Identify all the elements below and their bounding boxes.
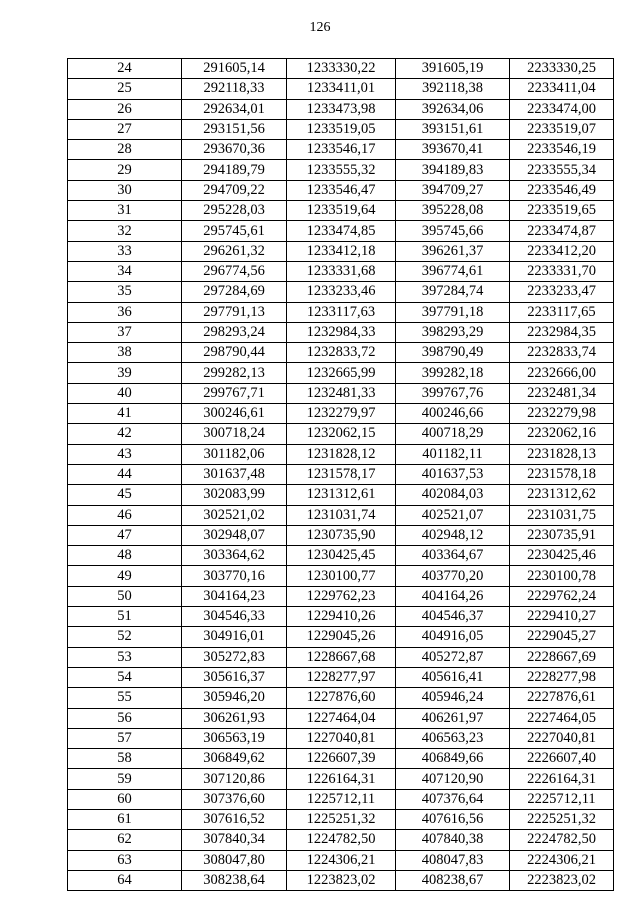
x1-cell: 308238,64 xyxy=(182,870,287,890)
table-row xyxy=(68,505,614,525)
x1-cell: 303770,16 xyxy=(182,566,287,586)
point-number-cell: 34 xyxy=(68,261,182,281)
x1-cell: 303364,62 xyxy=(182,546,287,566)
y1-cell: 1233411,01 xyxy=(287,79,396,99)
x1-cell: 293151,56 xyxy=(182,119,287,139)
x2-cell: 402084,03 xyxy=(396,485,510,505)
y1-cell: 1233473,98 xyxy=(287,99,396,119)
y2-cell: 2232666,00 xyxy=(510,363,614,383)
y2-cell: 2224782,50 xyxy=(510,830,614,850)
y1-cell: 1228667,68 xyxy=(287,647,396,667)
point-number-cell: 48 xyxy=(68,546,182,566)
y2-cell: 2233519,65 xyxy=(510,201,614,221)
point-number-cell: 24 xyxy=(68,59,182,79)
table-row xyxy=(68,363,614,383)
x2-cell: 406261,97 xyxy=(396,708,510,728)
x2-cell: 395228,08 xyxy=(396,201,510,221)
x1-cell: 291605,14 xyxy=(182,59,287,79)
y1-cell: 1233117,63 xyxy=(287,302,396,322)
x1-cell: 306849,62 xyxy=(182,749,287,769)
table-row xyxy=(68,870,614,890)
x2-cell: 408238,67 xyxy=(396,870,510,890)
point-number-cell: 57 xyxy=(68,728,182,748)
table-row xyxy=(68,201,614,221)
y1-cell: 1231828,12 xyxy=(287,444,396,464)
y1-cell: 1224782,50 xyxy=(287,830,396,850)
point-number-cell: 61 xyxy=(68,809,182,829)
y2-cell: 2227876,61 xyxy=(510,688,614,708)
y2-cell: 2229410,27 xyxy=(510,607,614,627)
y2-cell: 2229762,24 xyxy=(510,586,614,606)
point-number-cell: 25 xyxy=(68,79,182,99)
coordinates-table-body xyxy=(68,59,614,891)
y1-cell: 1229045,26 xyxy=(287,627,396,647)
x1-cell: 295228,03 xyxy=(182,201,287,221)
y2-cell: 2233233,47 xyxy=(510,282,614,302)
point-number-cell: 50 xyxy=(68,586,182,606)
y2-cell: 2227040,81 xyxy=(510,728,614,748)
point-number-cell: 51 xyxy=(68,607,182,627)
x2-cell: 392634,06 xyxy=(396,99,510,119)
y2-cell: 2230100,78 xyxy=(510,566,614,586)
x2-cell: 394709,27 xyxy=(396,180,510,200)
x2-cell: 399282,18 xyxy=(396,363,510,383)
y1-cell: 1233546,47 xyxy=(287,180,396,200)
point-number-cell: 54 xyxy=(68,667,182,687)
y1-cell: 1233555,32 xyxy=(287,160,396,180)
y1-cell: 1227464,04 xyxy=(287,708,396,728)
y2-cell: 2228277,98 xyxy=(510,667,614,687)
table-row xyxy=(68,789,614,809)
x1-cell: 306261,93 xyxy=(182,708,287,728)
y1-cell: 1231578,17 xyxy=(287,464,396,484)
y1-cell: 1232984,33 xyxy=(287,322,396,342)
y1-cell: 1223823,02 xyxy=(287,870,396,890)
table-row xyxy=(68,769,614,789)
y2-cell: 2233412,20 xyxy=(510,241,614,261)
table-row xyxy=(68,525,614,545)
y1-cell: 1227876,60 xyxy=(287,688,396,708)
y1-cell: 1226164,31 xyxy=(287,769,396,789)
table-row xyxy=(68,830,614,850)
x1-cell: 299767,71 xyxy=(182,383,287,403)
table-row xyxy=(68,119,614,139)
point-number-cell: 55 xyxy=(68,688,182,708)
y2-cell: 2233519,07 xyxy=(510,119,614,139)
y2-cell: 2225251,32 xyxy=(510,809,614,829)
x1-cell: 298293,24 xyxy=(182,322,287,342)
table-row xyxy=(68,261,614,281)
table-row xyxy=(68,728,614,748)
y1-cell: 1233519,64 xyxy=(287,201,396,221)
point-number-cell: 52 xyxy=(68,627,182,647)
table-row xyxy=(68,546,614,566)
x2-cell: 396774,61 xyxy=(396,261,510,281)
x2-cell: 402948,12 xyxy=(396,525,510,545)
x2-cell: 392118,38 xyxy=(396,79,510,99)
table-row xyxy=(68,343,614,363)
point-number-cell: 63 xyxy=(68,850,182,870)
x1-cell: 305616,37 xyxy=(182,667,287,687)
point-number-cell: 30 xyxy=(68,180,182,200)
x1-cell: 304916,01 xyxy=(182,627,287,647)
point-number-cell: 32 xyxy=(68,221,182,241)
x1-cell: 295745,61 xyxy=(182,221,287,241)
y2-cell: 2232833,74 xyxy=(510,343,614,363)
x1-cell: 296261,32 xyxy=(182,241,287,261)
x2-cell: 407376,64 xyxy=(396,789,510,809)
x2-cell: 406563,23 xyxy=(396,728,510,748)
x1-cell: 307840,34 xyxy=(182,830,287,850)
y1-cell: 1228277,97 xyxy=(287,667,396,687)
point-number-cell: 36 xyxy=(68,302,182,322)
x1-cell: 302948,07 xyxy=(182,525,287,545)
y1-cell: 1233474,85 xyxy=(287,221,396,241)
y2-cell: 2233555,34 xyxy=(510,160,614,180)
x1-cell: 300718,24 xyxy=(182,424,287,444)
y2-cell: 2229045,27 xyxy=(510,627,614,647)
y2-cell: 2232279,98 xyxy=(510,404,614,424)
x1-cell: 305272,83 xyxy=(182,647,287,667)
x1-cell: 301182,06 xyxy=(182,444,287,464)
x2-cell: 398293,29 xyxy=(396,322,510,342)
point-number-cell: 38 xyxy=(68,343,182,363)
table-row xyxy=(68,282,614,302)
table-row xyxy=(68,180,614,200)
y2-cell: 2226607,40 xyxy=(510,749,614,769)
point-number-cell: 53 xyxy=(68,647,182,667)
point-number-cell: 58 xyxy=(68,749,182,769)
x1-cell: 307376,60 xyxy=(182,789,287,809)
y1-cell: 1227040,81 xyxy=(287,728,396,748)
x1-cell: 298790,44 xyxy=(182,343,287,363)
point-number-cell: 42 xyxy=(68,424,182,444)
y2-cell: 2233546,49 xyxy=(510,180,614,200)
y1-cell: 1233331,68 xyxy=(287,261,396,281)
x2-cell: 394189,83 xyxy=(396,160,510,180)
y1-cell: 1233233,46 xyxy=(287,282,396,302)
x1-cell: 307616,52 xyxy=(182,809,287,829)
x1-cell: 294189,79 xyxy=(182,160,287,180)
y2-cell: 2233411,04 xyxy=(510,79,614,99)
y2-cell: 2226164,31 xyxy=(510,769,614,789)
point-number-cell: 33 xyxy=(68,241,182,261)
point-number-cell: 44 xyxy=(68,464,182,484)
table-row xyxy=(68,607,614,627)
y2-cell: 2223823,02 xyxy=(510,870,614,890)
table-row xyxy=(68,404,614,424)
point-number-cell: 64 xyxy=(68,870,182,890)
x2-cell: 408047,83 xyxy=(396,850,510,870)
y2-cell: 2227464,05 xyxy=(510,708,614,728)
point-number-cell: 46 xyxy=(68,505,182,525)
y2-cell: 2233474,87 xyxy=(510,221,614,241)
y2-cell: 2232062,16 xyxy=(510,424,614,444)
y1-cell: 1233330,22 xyxy=(287,59,396,79)
table-row xyxy=(68,566,614,586)
y1-cell: 1231031,74 xyxy=(287,505,396,525)
point-number-cell: 43 xyxy=(68,444,182,464)
table-row xyxy=(68,627,614,647)
point-number-cell: 59 xyxy=(68,769,182,789)
point-number-cell: 37 xyxy=(68,322,182,342)
x2-cell: 396261,37 xyxy=(396,241,510,261)
point-number-cell: 27 xyxy=(68,119,182,139)
y2-cell: 2231578,18 xyxy=(510,464,614,484)
point-number-cell: 45 xyxy=(68,485,182,505)
table-row xyxy=(68,850,614,870)
table-row xyxy=(68,667,614,687)
y2-cell: 2231031,75 xyxy=(510,505,614,525)
point-number-cell: 29 xyxy=(68,160,182,180)
x2-cell: 400718,29 xyxy=(396,424,510,444)
y1-cell: 1232665,99 xyxy=(287,363,396,383)
y1-cell: 1233412,18 xyxy=(287,241,396,261)
y2-cell: 2233117,65 xyxy=(510,302,614,322)
table-row xyxy=(68,221,614,241)
x1-cell: 307120,86 xyxy=(182,769,287,789)
y1-cell: 1229762,23 xyxy=(287,586,396,606)
point-number-cell: 31 xyxy=(68,201,182,221)
point-number-cell: 49 xyxy=(68,566,182,586)
x2-cell: 401637,53 xyxy=(396,464,510,484)
x2-cell: 391605,19 xyxy=(396,59,510,79)
x1-cell: 305946,20 xyxy=(182,688,287,708)
x1-cell: 292634,01 xyxy=(182,99,287,119)
x2-cell: 404546,37 xyxy=(396,607,510,627)
y1-cell: 1229410,26 xyxy=(287,607,396,627)
x2-cell: 393670,41 xyxy=(396,140,510,160)
y2-cell: 2231312,62 xyxy=(510,485,614,505)
point-number-cell: 40 xyxy=(68,383,182,403)
x2-cell: 404916,05 xyxy=(396,627,510,647)
x1-cell: 308047,80 xyxy=(182,850,287,870)
x1-cell: 302083,99 xyxy=(182,485,287,505)
table-row xyxy=(68,485,614,505)
y1-cell: 1225251,32 xyxy=(287,809,396,829)
y1-cell: 1233546,17 xyxy=(287,140,396,160)
x2-cell: 405272,87 xyxy=(396,647,510,667)
table-row xyxy=(68,444,614,464)
y2-cell: 2228667,69 xyxy=(510,647,614,667)
y1-cell: 1230735,90 xyxy=(287,525,396,545)
x2-cell: 398790,49 xyxy=(396,343,510,363)
x2-cell: 399767,76 xyxy=(396,383,510,403)
x1-cell: 294709,22 xyxy=(182,180,287,200)
point-number-cell: 28 xyxy=(68,140,182,160)
y1-cell: 1232279,97 xyxy=(287,404,396,424)
y1-cell: 1231312,61 xyxy=(287,485,396,505)
x2-cell: 397791,18 xyxy=(396,302,510,322)
x2-cell: 400246,66 xyxy=(396,404,510,424)
table-row xyxy=(68,140,614,160)
y1-cell: 1226607,39 xyxy=(287,749,396,769)
y1-cell: 1230100,77 xyxy=(287,566,396,586)
table-row xyxy=(68,688,614,708)
x1-cell: 293670,36 xyxy=(182,140,287,160)
point-number-cell: 62 xyxy=(68,830,182,850)
x1-cell: 304164,23 xyxy=(182,586,287,606)
point-number-cell: 26 xyxy=(68,99,182,119)
x2-cell: 403364,67 xyxy=(396,546,510,566)
x1-cell: 306563,19 xyxy=(182,728,287,748)
table-row xyxy=(68,383,614,403)
table-row xyxy=(68,79,614,99)
table-row xyxy=(68,647,614,667)
x1-cell: 296774,56 xyxy=(182,261,287,281)
table-row xyxy=(68,464,614,484)
x1-cell: 292118,33 xyxy=(182,79,287,99)
x2-cell: 402521,07 xyxy=(396,505,510,525)
x2-cell: 401182,11 xyxy=(396,444,510,464)
x2-cell: 395745,66 xyxy=(396,221,510,241)
point-number-cell: 35 xyxy=(68,282,182,302)
point-number-cell: 41 xyxy=(68,404,182,424)
x1-cell: 300246,61 xyxy=(182,404,287,424)
x1-cell: 304546,33 xyxy=(182,607,287,627)
table-row xyxy=(68,99,614,119)
table-row xyxy=(68,322,614,342)
table-row xyxy=(68,241,614,261)
table-row xyxy=(68,749,614,769)
x2-cell: 407616,56 xyxy=(396,809,510,829)
point-number-cell: 56 xyxy=(68,708,182,728)
point-number-cell: 39 xyxy=(68,363,182,383)
x2-cell: 406849,66 xyxy=(396,749,510,769)
x1-cell: 297791,13 xyxy=(182,302,287,322)
table-row xyxy=(68,424,614,444)
y1-cell: 1233519,05 xyxy=(287,119,396,139)
y2-cell: 2233474,00 xyxy=(510,99,614,119)
x1-cell: 301637,48 xyxy=(182,464,287,484)
page-number: 126 xyxy=(309,20,331,35)
y1-cell: 1232481,33 xyxy=(287,383,396,403)
y2-cell: 2233330,25 xyxy=(510,59,614,79)
y2-cell: 2231828,13 xyxy=(510,444,614,464)
table-row xyxy=(68,809,614,829)
y2-cell: 2232984,35 xyxy=(510,322,614,342)
y2-cell: 2224306,21 xyxy=(510,850,614,870)
table-row xyxy=(68,708,614,728)
x2-cell: 405946,24 xyxy=(396,688,510,708)
y2-cell: 2230735,91 xyxy=(510,525,614,545)
y2-cell: 2230425,46 xyxy=(510,546,614,566)
x2-cell: 407840,38 xyxy=(396,830,510,850)
x2-cell: 403770,20 xyxy=(396,566,510,586)
y2-cell: 2233546,19 xyxy=(510,140,614,160)
table-row xyxy=(68,586,614,606)
x1-cell: 297284,69 xyxy=(182,282,287,302)
y1-cell: 1232062,15 xyxy=(287,424,396,444)
coordinates-table xyxy=(67,58,614,891)
table-row xyxy=(68,302,614,322)
x2-cell: 397284,74 xyxy=(396,282,510,302)
x2-cell: 404164,26 xyxy=(396,586,510,606)
y2-cell: 2233331,70 xyxy=(510,261,614,281)
x2-cell: 405616,41 xyxy=(396,667,510,687)
y2-cell: 2232481,34 xyxy=(510,383,614,403)
table-row xyxy=(68,59,614,79)
point-number-cell: 60 xyxy=(68,789,182,809)
y1-cell: 1230425,45 xyxy=(287,546,396,566)
table-row xyxy=(68,160,614,180)
y1-cell: 1225712,11 xyxy=(287,789,396,809)
x1-cell: 302521,02 xyxy=(182,505,287,525)
y2-cell: 2225712,11 xyxy=(510,789,614,809)
y1-cell: 1232833,72 xyxy=(287,343,396,363)
x2-cell: 393151,61 xyxy=(396,119,510,139)
x1-cell: 299282,13 xyxy=(182,363,287,383)
x2-cell: 407120,90 xyxy=(396,769,510,789)
point-number-cell: 47 xyxy=(68,525,182,545)
y1-cell: 1224306,21 xyxy=(287,850,396,870)
